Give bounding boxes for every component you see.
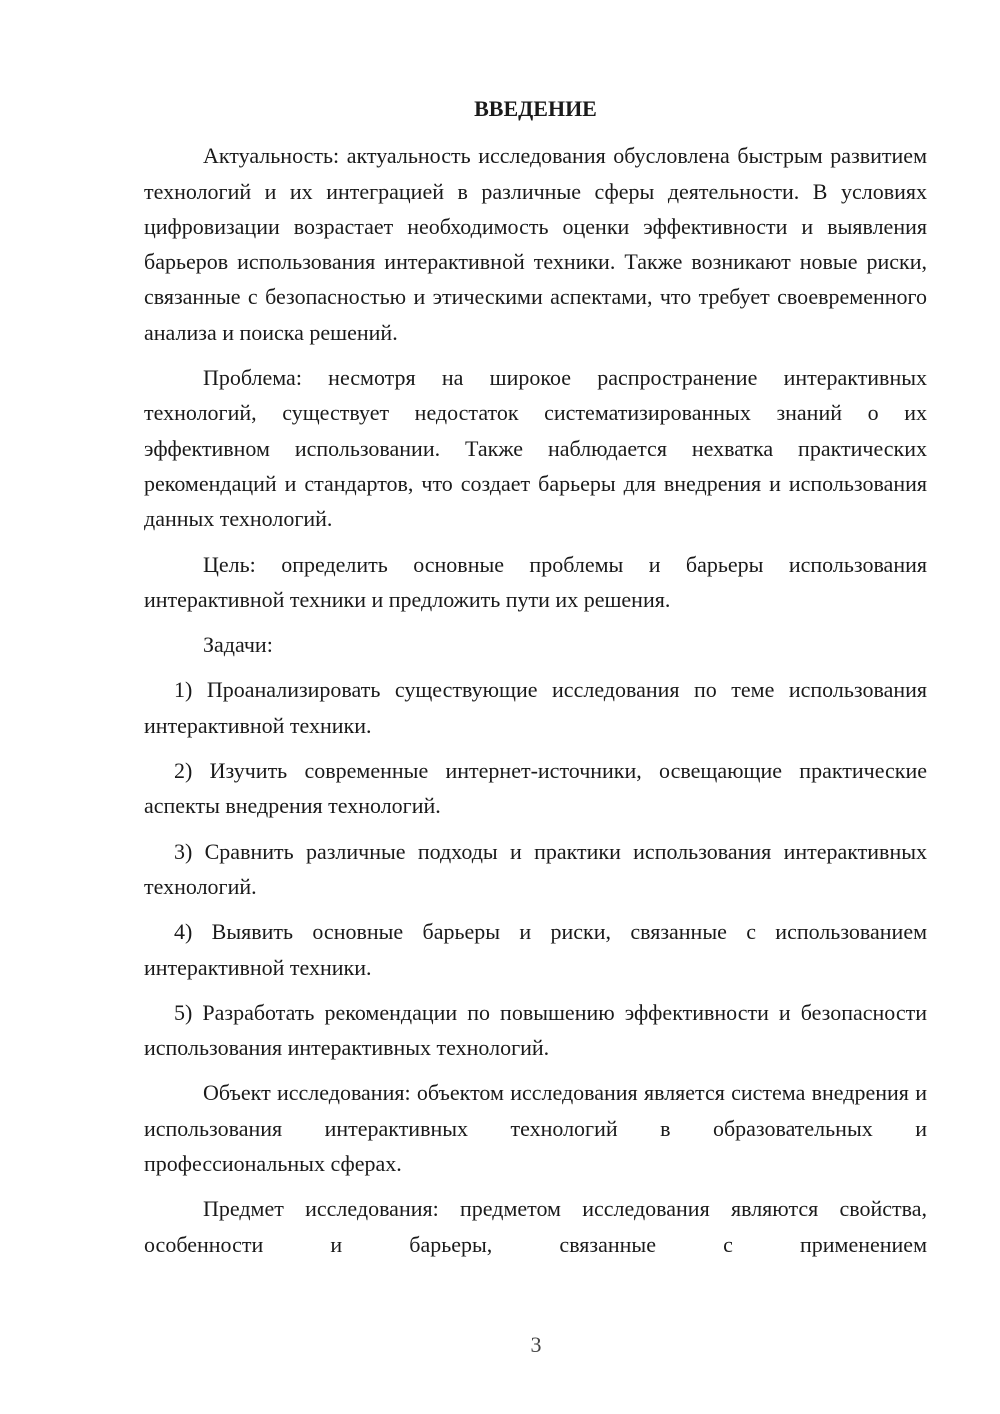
- page-number: 3: [530, 1332, 542, 1357]
- section-title: ВВЕДЕНИЕ: [474, 96, 597, 121]
- relevance-paragraph: Актуальность: актуальность исследования обусловлена быстрым развитием технологий и их интеграцией в различные сферы деятельности. В условиях цифровизации возрастает необходимость оценки эффективности и выявления барьеров использования интерактивной техники. Также возникают новые риски, связанные с безопасностью и этическими аспектами, что требует своевременного анализа и поиска решений.: [144, 143, 927, 345]
- page-content: [144, 91, 927, 1272]
- task-item-3: 3) Сравнить различные подходы и практики использования интерактивных технологий.: [144, 838, 927, 899]
- subject-paragraph: Предмет исследования: предметом исследования являются свойства, особенности и барьеры, связанные с применением: [144, 1196, 927, 1257]
- object-paragraph: Объект исследования: объектом исследования является система внедрения и использования интерактивных технологий в образовательных и профессиональных сферах.: [144, 1080, 927, 1177]
- tasks-heading: Задачи:: [203, 632, 273, 658]
- task-item-2: 2) Изучить современные интернет-источники, освещающие практические аспекты внедрения технологий.: [144, 758, 927, 819]
- task-item-1: 1) Проанализировать существующие исследования по теме использования интерактивной техники.: [144, 677, 927, 738]
- goal-paragraph: Цель: определить основные проблемы и барьеры использования интерактивной техники и предложить пути их решения.: [144, 551, 927, 612]
- task-item-4: 4) Выявить основные барьеры и риски, связанные с использованием интерактивной техники.: [144, 919, 927, 980]
- problem-paragraph: Проблема: несмотря на широкое распространение интерактивных технологий, существует недостаток систематизированных знаний о их эффективном использовании. Также наблюдается нехватка практических рекомендаций и стандартов, что создает барьеры для внедрения и использования данных технологий.: [144, 365, 927, 532]
- task-item-5: 5) Разработать рекомендации по повышению эффективности и безопасности использования интерактивных технологий.: [144, 999, 927, 1061]
